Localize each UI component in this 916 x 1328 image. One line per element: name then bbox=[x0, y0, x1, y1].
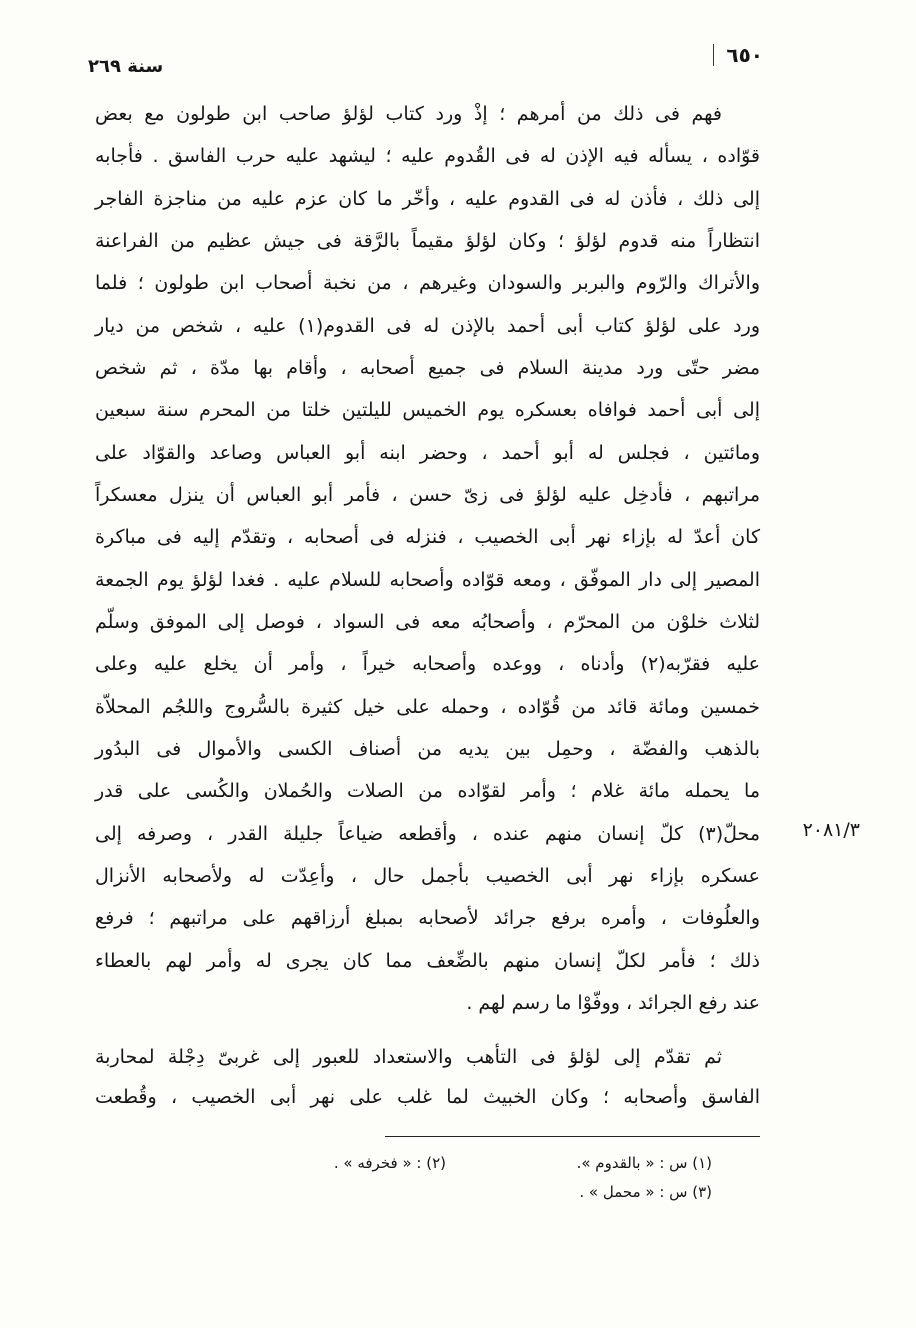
text-line: مضر حتّى ورد مدينة السلام فى جميع أصحابه ، وأقام بها مدّة ، ثم شخص bbox=[95, 356, 760, 379]
text-line: عند رفع الجرائد ، ووفّوْا ما رسم لهم . bbox=[466, 991, 760, 1014]
text-line: محلّ(٣) كلّ إنسان منهم عنده ، وأقطعه ضياعاً جليلة القدر ، وصرفه إلى bbox=[95, 822, 760, 845]
text-line: انتظاراً منه قدوم لؤلؤ ؛ وكان لؤلؤ مقيماً بالرَّقة فى جيش عظيم من الفراعنة bbox=[95, 229, 760, 252]
footnote: (١) س : « بالقدوم ». bbox=[576, 1154, 712, 1172]
body-paragraph bbox=[95, 1037, 760, 1117]
footnote: (٢) : « فخرفه » . bbox=[333, 1154, 446, 1172]
text-line: والأتراك والرّوم والبربر والسودان وغيرهم ، من نخبة أصحاب ابن طولون ؛ فلما bbox=[95, 272, 760, 295]
text-line: بالذهب والفضّة ، وحمِل بين يديه من أصناف الكسى والأموال فى البدُور bbox=[95, 737, 760, 760]
text-line: مراتبهم ، فأدخِل عليه لؤلؤ فى زىّ حسن ، فأمر أبو العباس أن ينزل معسكراً bbox=[95, 483, 760, 506]
text-line: عليه فقرّبه(٢) وأدناه ، ووعده وأصحابه خيراً ، وأمر أن يخلع عليه وعلى bbox=[95, 653, 760, 676]
text-line: قوّاده ، يسأله فيه الإذن له فى القُدوم عليه ؛ ليشهد عليه حرب الفاسق . فأجابه bbox=[95, 145, 760, 168]
text-line: والعلُوفات ، وأمره برفع جرائد لأصحابه بمبلغ أرزاقهم على مراتبهم ؛ فرفع bbox=[95, 907, 760, 930]
text-line: إلى ذلك ، فأذن له فى القدوم عليه ، وأخّر ما كان عزم عليه من مناجزة الفاجر bbox=[95, 187, 760, 210]
text-line: لثلاث خلوْن من المحرّم ، وأصحابُه معه فى السواد ، فوصل إلى الموفق وسلّم bbox=[95, 610, 760, 633]
margin-reference: ٢٠٨١/٣ bbox=[802, 819, 860, 841]
footnote: (٣) س : « محمل » . bbox=[579, 1183, 712, 1201]
text-line: الفاسق وأصحابه ؛ وكان الخبيث لما غلب على نهر أبى الخصيب ، وقُطعت bbox=[95, 1086, 760, 1108]
text-line: فهم فى ذلك من أمرهم ؛ إذْ ورد كتاب لؤلؤ صاحب ابن طولون مع بعض bbox=[95, 103, 722, 125]
text-line: ورد على لؤلؤ كتاب أبى أحمد بالإذن له فى القدوم(١) عليه ، شخص من ديار bbox=[95, 314, 760, 337]
text-line: ثم تقدّم إلى لؤلؤ فى التأهب والاستعداد للعبور إلى غربىّ دِجْلة لمحاربة bbox=[95, 1046, 722, 1068]
text-line: ومائتين ، فجلس له أبو أحمد ، وحضر ابنه أبو العباس وصاعد والقوّاد على bbox=[95, 441, 760, 464]
text-line: كان أعدّ له بإزاء نهر أبى الخصيب ، فنزله فى أصحابه ، وتقدّم إليه فى مباكرة bbox=[95, 526, 760, 549]
text-line: خمسين ومائة قائد من قُوّاده ، وحمله على خيل كثيرة بالسُّروج واللجُم المحلاّة bbox=[95, 695, 760, 718]
footnote-divider bbox=[385, 1136, 760, 1137]
page-number: ٦٥٠ bbox=[713, 44, 763, 66]
text-line: ذلك ؛ فأمر لكلّ إنسان منهم بالضِّعف مما كان يجرى له وأمر لهم بالعطاء bbox=[95, 949, 760, 972]
text-line: ما يحمله مائة غلام ؛ وأمر لقوّاده من الصلات والحُملان والكُسى على قدر bbox=[95, 780, 760, 803]
running-header-year: سنة ٢٦٩ bbox=[88, 56, 164, 77]
text-line: المصير إلى دار الموفّق ، ومعه قوّاده وأصحابه للسلام عليه . فغدا لؤلؤ يوم الجمعة bbox=[95, 568, 760, 591]
text-line: عسكره بإزاء نهر أبى الخصيب بأجمل حال ، وأعِدّت له ولأصحابه الأنزال bbox=[95, 864, 760, 887]
text-line: إلى أبى أحمد فوافاه بعسكره يوم الخميس لليلتين خلتا من المحرم سنة سبعين bbox=[95, 399, 760, 422]
body-paragraph bbox=[95, 93, 760, 1024]
